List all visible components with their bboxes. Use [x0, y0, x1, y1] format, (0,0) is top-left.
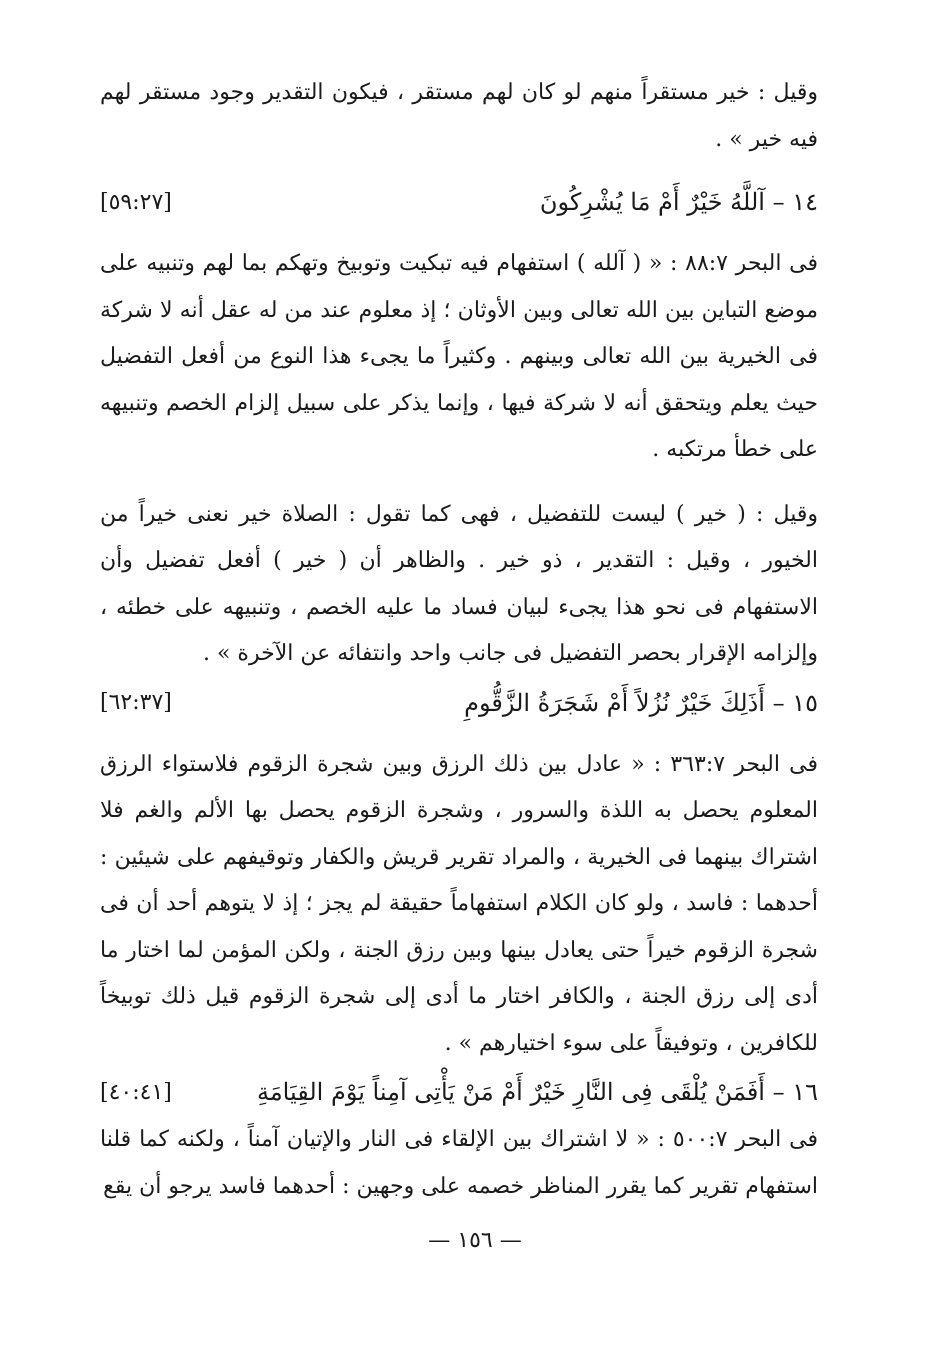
verse-text: ١٤ – آللَّهُ خَيْرٌ أَمْ مَا يُشْرِكُونَ [539, 188, 818, 216]
verse-reference: [٥٩:٢٧] [100, 189, 172, 215]
paragraph-2: فى البحر ٨٨:٧ : « ( آلله ) استفهام فيه تبكيت وتوبيخ وتهكم بما لهم وتنبيه على موضع التباين بين الله تعالى وبين الأوثان ؛ إذ معلوم عند من له عقل أنه لا شركة فى الخيرية بين الله تعالى وبينهم . وكثيراً ما يجىء هذا النوع من أفعل التفضيل حيث يعلم ويتحقق أنه لا شركة فيها ، وإنما يذكر على سبيل إلزام الخصم وتنبيهه على خطأ مرتكبه . [100, 251, 818, 462]
verse-text: ١٦ – أَفَمَنْ يُلْقَى فِى النَّارِ خَيْرٌ أَمْ مَنْ يَأْتِى آمِناً يَوْمَ القِيَامَةِ [256, 1078, 818, 1106]
verse-reference: [٤٠:٤١] [100, 1079, 172, 1105]
verse-text: ١٥ – أَذَلِكَ خَيْرٌ نُزُلاً أَمْ شَجَرَةُ الزَّقُّومِ [464, 688, 818, 717]
verse-15 [100, 678, 818, 728]
page-content [100, 70, 818, 1210]
paragraph-1: وقيل : خير مستقراً منهم لو كان لهم مستقر ، فيكون التقدير وجود مستقر لهم فيه خير » . [100, 80, 818, 152]
paragraph-5: فى البحر ٥٠٠:٧ : « لا اشتراك بين الإلقاء فى النار والإتيان آمناً ، ولكنه كما قلنا استفهام تقرير كما يقرر المناظر خصمه على وجهين : أحدهما فاسد يرجو أن يقع [100, 1127, 818, 1199]
paragraph-3: وقيل : ( خير ) ليست للتفضيل ، فهى كما تقول : الصلاة خير نعنى خيراً من الخيور ، وقيل : التقدير ، ذو خير . والظاهر أن ( خير ) أفعل تفضيل وأن الاستفهام فى نحو هذا يجىء لبيان فساد ما عليه الخصم ، وتنبيهه على خطئه ، وإلزامه الإقرار بحصر التفضيل فى جانب واحد وانتفائه عن الآخرة » . [100, 501, 818, 666]
paragraph-4: فى البحر ٣٦٣:٧ : « عادل بين ذلك الرزق وبين شجرة الزقوم فلاستواء الرزق المعلوم يحصل به اللذة والسرور ، وشجرة الزقوم يحصل بها الألم والغم فلا اشتراك بينهما فى الخيرية ، والمراد تقرير قريش والكفار وتوقيفهم على شيئين : أحدهما : فاسد ، ولو كان الكلام استفهاماً حقيقة لم يجز ؛ إذ لا يتوهم أحد أن فى شجرة الزقوم خيراً حتى يعادل بينها وبين رزق الجنة ، ولكن المؤمن لما اختار ما أدى إلى رزق الجنة ، والكافر اختار ما أدى إلى شجرة الزقوم قيل ذلك توبيخاً للكافرين ، وتوفيقاً على سوء اختيارهم » . [100, 751, 819, 1056]
verse-14 [100, 177, 818, 227]
verse-reference: [٦٢:٣٧] [100, 690, 172, 715]
verse-16 [100, 1067, 818, 1117]
page-number: — ١٥٦ — [428, 1228, 522, 1253]
